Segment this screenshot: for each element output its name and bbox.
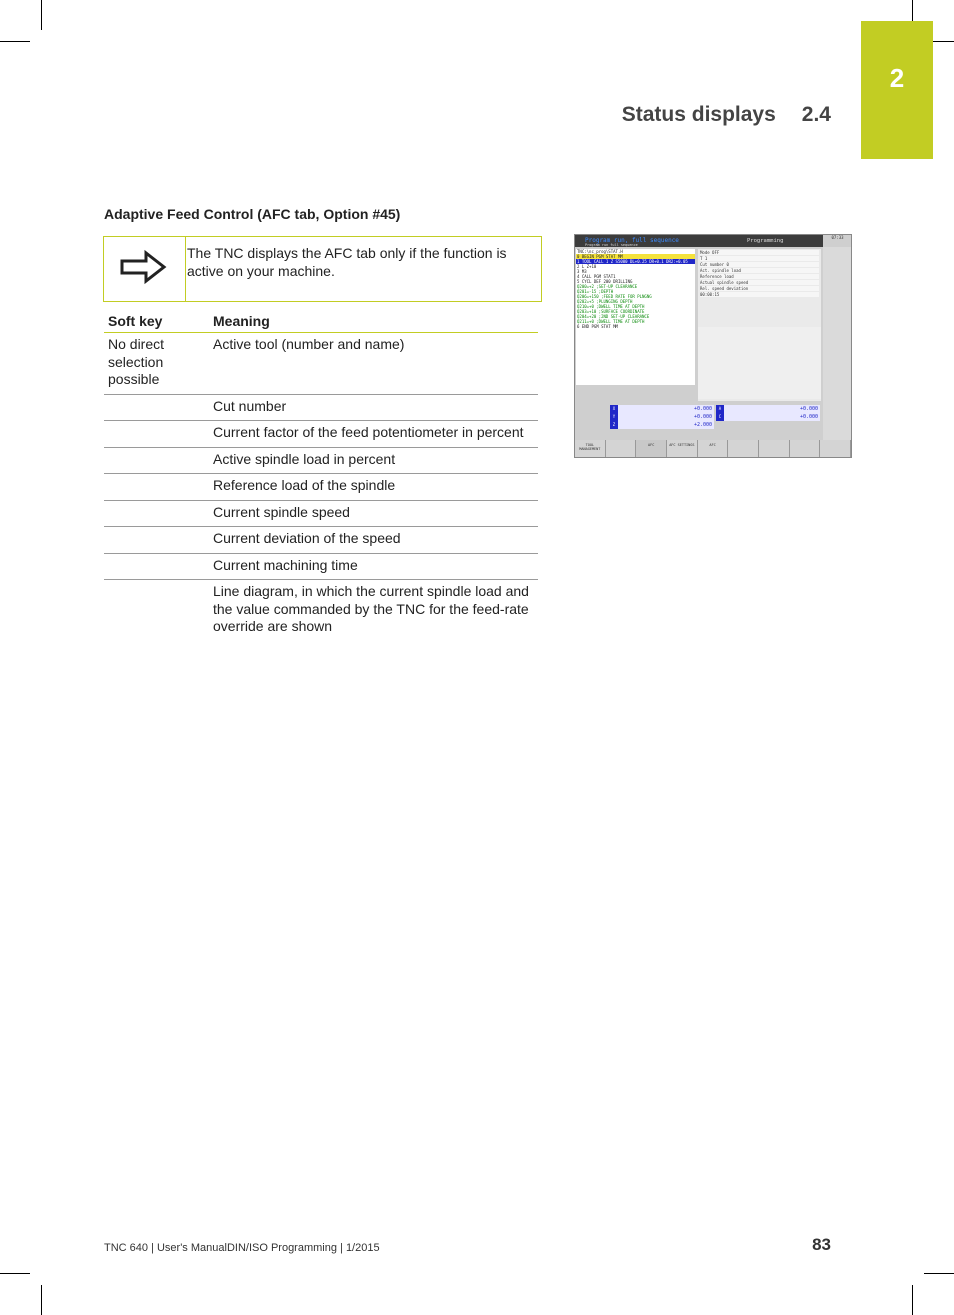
table-row [104, 527, 538, 554]
program-line: Q201=-15 ;DEPTH [577, 289, 614, 294]
program-line: 1 TOOL CALL 1 Z S5000 DL+0.25 DR+0.1 DR2:+0.05 [576, 259, 695, 264]
table-row [104, 394, 538, 421]
program-line: 2 L Z+10 [577, 264, 597, 269]
table-cell: Active spindle load in percent [209, 447, 538, 474]
program-line: Q203=+10 ;SURFACE COORDINATE [577, 309, 645, 314]
screen-clock: 07:33 [831, 235, 844, 240]
table-row [104, 580, 538, 641]
crop-mark [912, 1285, 913, 1315]
note-divider [185, 237, 186, 301]
table-cell [104, 527, 209, 554]
table-cell: No direct selection possible [104, 333, 209, 395]
softkey [759, 440, 790, 457]
subheading: Adaptive Feed Control (AFC tab, Option #45) [104, 206, 401, 222]
footer-text: TNC 640 | User's ManualDIN/ISO Programming | 1/2015 [104, 1242, 380, 1254]
status-row: Cut number 0 [700, 262, 819, 267]
softkey-table [104, 310, 538, 641]
status-row: Reference load [700, 274, 819, 279]
status-row: Actual spindle speed [700, 280, 819, 285]
table-cell [104, 394, 209, 421]
position-display [610, 405, 820, 431]
program-line: 5 CYCL DEF 200 DRILLING [577, 279, 633, 284]
crop-mark [41, 1285, 42, 1315]
table-cell [104, 580, 209, 641]
table-cell [104, 553, 209, 580]
table-row [104, 421, 538, 448]
program-line: Q211=+0 ;DWELL TIME AT DEPTH [577, 319, 645, 324]
screen-subtitle: Program run full sequence [585, 243, 638, 247]
softkey-bar [575, 440, 851, 457]
crop-mark [924, 1273, 954, 1274]
program-line: Q204=+20 ;2ND SET-UP CLEARANCE [577, 314, 650, 319]
axis-label: Y [610, 413, 618, 421]
tnc-screenshot [574, 234, 852, 458]
softkey [790, 440, 821, 457]
axis-value: +0.000 [724, 413, 820, 421]
softkey: AFC [698, 440, 729, 457]
note-text: The TNC displays the AFC tab only if the function is active on your machine. [187, 245, 507, 279]
section-number: 2.4 [801, 103, 831, 126]
status-row: T 1 [700, 256, 819, 261]
program-line: Q206=+150 ;FEED RATE FOR PLNGNG [577, 294, 652, 299]
axis-label: Z [610, 421, 618, 429]
program-line: Q200=+2 ;SET-UP CLEARANCE [577, 284, 638, 289]
screen-title-bar [575, 235, 823, 247]
program-window [576, 249, 695, 385]
axis-row [716, 413, 820, 421]
program-line: Q202=+5 ;PLUNGING DEPTH [577, 299, 633, 304]
axis-row [610, 413, 714, 421]
status-row: Rel. speed deviation [700, 286, 819, 291]
status-row: Act. spindle load [700, 268, 819, 273]
table-row [104, 500, 538, 527]
side-softkeys [823, 247, 851, 443]
table-cell: Active tool (number and name) [209, 333, 538, 395]
chapter-tab [861, 21, 933, 159]
screen-mode: Programming [747, 238, 784, 244]
softkey [728, 440, 759, 457]
table-cell: Current machining time [209, 553, 538, 580]
table-row [104, 553, 538, 580]
table-cell [104, 474, 209, 501]
table-cell: Current deviation of the speed [209, 527, 538, 554]
axis-value: +2.000 [618, 421, 714, 429]
section-heading [622, 103, 831, 127]
status-row: 00:00:15 [700, 292, 819, 297]
table-row [104, 474, 538, 501]
axis-row [610, 405, 714, 413]
table-cell [104, 500, 209, 527]
section-title: Status displays [621, 103, 776, 126]
note-box [103, 236, 542, 302]
crop-mark [41, 0, 42, 30]
program-line: 4 CALL PGM STAT1 [577, 274, 616, 279]
axis-label: C [716, 413, 724, 421]
table-header: Meaning [209, 310, 538, 333]
axis-label: A [716, 405, 724, 413]
page-number: 83 [812, 1235, 831, 1254]
axis-value: +0.000 [724, 405, 820, 413]
crop-mark [0, 41, 30, 42]
table-header-row [104, 310, 538, 333]
softkey: AFC [636, 440, 667, 457]
table-header: Soft key [104, 310, 209, 333]
softkey [606, 440, 637, 457]
program-line: 6 END PGM STAT MM [577, 324, 618, 329]
chapter-number: 2 [889, 63, 905, 93]
axis-row [716, 405, 820, 413]
axis-label: X [610, 405, 618, 413]
program-line: Q210=+0 ;DWELL TIME AT DEPTH [577, 304, 645, 309]
softkey: TOOL MANAGEMENT [575, 440, 606, 457]
table-cell: Cut number [209, 394, 538, 421]
crop-mark [0, 1273, 30, 1274]
table-cell [104, 421, 209, 448]
table-cell: Line diagram, in which the current spindle load and the value commanded by the TNC for the feed-rate override are shown [213, 583, 529, 634]
load-line-diagram [698, 327, 821, 399]
status-row: Mode OFF [700, 250, 819, 255]
screen-title: Program run, full sequence [585, 237, 679, 244]
program-line: 3 M3 [577, 269, 587, 274]
table-row [104, 447, 538, 474]
table-cell: Current spindle speed [209, 500, 538, 527]
softkey: AFC SETTINGS [667, 440, 698, 457]
axis-row [610, 421, 714, 429]
table-row [104, 333, 538, 395]
table-cell: Reference load of the spindle [209, 474, 538, 501]
right-arrow-icon [118, 247, 168, 287]
axis-value: +0.000 [618, 405, 714, 413]
softkey [820, 440, 851, 457]
table-cell: Current factor of the feed potentiometer in percent [209, 421, 538, 448]
axis-value: +0.000 [618, 413, 714, 421]
table-cell [104, 447, 209, 474]
program-line: 0 BEGIN PGM STAT MM [576, 254, 695, 259]
program-line: TNC:\nc_prog\STAT.H [577, 249, 623, 254]
